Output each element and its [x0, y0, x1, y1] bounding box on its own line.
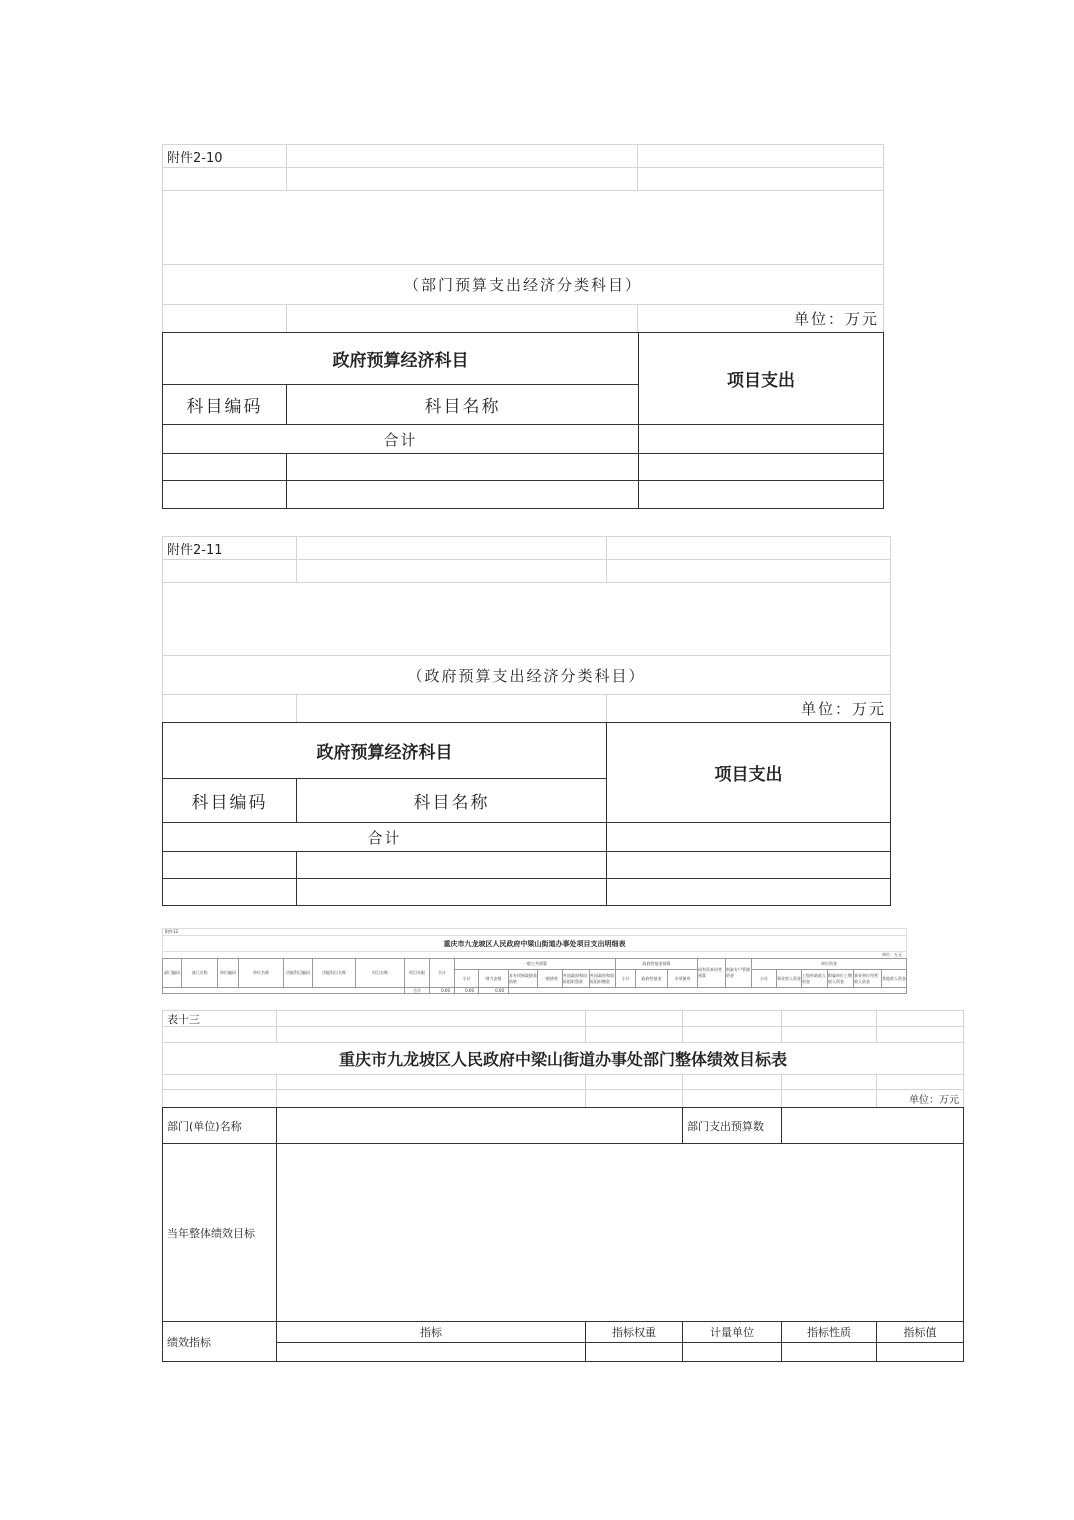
data-cell	[286, 480, 639, 509]
total-label: 合计	[162, 424, 639, 454]
table-project-expense-detail	[162, 928, 907, 994]
dept-budget-label: 部门支出预算数	[682, 1107, 782, 1144]
header-func-code: 功能科目编码	[283, 958, 313, 988]
unit-label: 单位：万元	[876, 1089, 964, 1108]
header-subject-name: 科目名称	[296, 778, 607, 823]
sub-header: 其他收入资金	[881, 969, 907, 988]
empty-cell	[162, 1026, 277, 1043]
empty-cell	[682, 1010, 782, 1027]
empty-cell	[276, 1074, 586, 1090]
total-label: 合计	[162, 822, 607, 852]
header-special-account: 财政专户管理资金	[725, 958, 752, 988]
annual-goal-label: 当年整体绩效目标	[162, 1143, 277, 1322]
empty-cell	[162, 304, 287, 333]
sub-header: 非专项财政拨款结转	[508, 969, 538, 988]
table-subtitle: （部门预算支出经济分类科目）	[162, 264, 884, 305]
sub-header: 事业单位经营收入资金	[853, 969, 882, 988]
attachment-label: 附件2-11	[162, 536, 297, 560]
empty-cell	[585, 1010, 683, 1027]
data-cell	[606, 851, 891, 879]
empty-cell	[286, 144, 638, 168]
attachment-label: 附件2-10	[162, 144, 287, 168]
title-area	[162, 582, 891, 656]
table-attachment-2-11	[162, 536, 891, 906]
sub-header: 小计	[615, 969, 636, 988]
total-value: 0.00	[478, 987, 509, 994]
header-gov-econ-subject: 政府预算经济科目	[162, 332, 639, 385]
empty-cell	[876, 1010, 964, 1027]
indicator-data-cell	[276, 1342, 586, 1362]
header-unit-funds: 单位资金	[751, 958, 907, 970]
indicator-col-unit: 计量单位	[682, 1321, 782, 1343]
header-subject-name: 科目名称	[286, 384, 639, 425]
sub-header: 附属单位上缴收入资金	[827, 969, 854, 988]
dept-name-label: 部门(单位)名称	[162, 1107, 277, 1144]
table-title: 重庆市九龙坡区人民政府中梁山街道办事处项目支出明细表	[162, 935, 907, 952]
data-cell	[162, 453, 287, 481]
empty-cell	[286, 167, 638, 191]
header-dept-code: 部门编码	[162, 958, 182, 988]
data-cell	[606, 878, 891, 906]
total-value: 0.00	[454, 987, 479, 994]
header-func-name: 功能科目名称	[312, 958, 356, 988]
sub-header: 财力安排	[478, 969, 509, 988]
empty-cell	[296, 694, 607, 723]
data-cell	[286, 453, 639, 481]
sub-header: 政府性基金	[635, 969, 668, 988]
header-unit-code: 单位编码	[217, 958, 239, 988]
empty-cell	[781, 1010, 877, 1027]
empty-cell	[637, 144, 884, 168]
empty-cell	[606, 559, 891, 583]
header-gov-econ-subject: 政府预算经济科目	[162, 722, 607, 779]
data-cell	[296, 878, 607, 906]
header-project-expense: 项目支出	[638, 332, 884, 425]
empty-cell	[162, 559, 297, 583]
empty-cell	[296, 559, 607, 583]
empty-cell	[162, 694, 297, 723]
title-area	[162, 190, 884, 265]
empty-cell	[682, 1026, 782, 1043]
indicator-col-value: 指标值	[876, 1321, 964, 1343]
empty-cell	[585, 1026, 683, 1043]
data-cell	[296, 851, 607, 879]
total-value: 0.00	[429, 987, 455, 994]
indicator-col-indicator: 指标	[276, 1321, 586, 1343]
header-total: 合计	[429, 958, 455, 988]
dept-name-value	[276, 1107, 683, 1144]
indicator-label: 绩效指标	[162, 1321, 277, 1362]
indicator-data-cell	[876, 1342, 964, 1362]
header-project-years: 项目年限	[404, 958, 430, 988]
table-subtitle: （政府预算支出经济分类科目）	[162, 655, 891, 695]
empty-cell	[781, 1026, 877, 1043]
header-subject-code: 科目编码	[162, 384, 287, 425]
sub-header: 外国政府和国际组织赠款	[589, 969, 616, 988]
total-value	[638, 424, 884, 454]
empty-cell	[585, 1074, 683, 1090]
total-label: 合计	[404, 987, 430, 994]
unit-label: 单位：万元	[606, 694, 891, 723]
indicator-data-cell	[781, 1342, 877, 1362]
header-dept-name: 部门名称	[181, 958, 218, 988]
empty-cell	[162, 1089, 277, 1108]
header-project-expense: 项目支出	[606, 722, 891, 823]
empty-cell	[286, 304, 638, 333]
sub-header: 一般债券	[537, 969, 563, 988]
dept-budget-value	[781, 1107, 964, 1144]
sub-header: 外国政府和国际组织贷款	[562, 969, 590, 988]
empty-cell	[585, 1089, 683, 1108]
sub-header: 专项债券	[667, 969, 698, 988]
header-project-name: 项目名称	[355, 958, 405, 988]
header-subject-code: 科目编码	[162, 778, 297, 823]
empty-cell	[637, 167, 884, 191]
empty-cell	[682, 1089, 782, 1108]
table-label: 表十三	[162, 1010, 277, 1027]
data-cell	[638, 480, 884, 509]
empty-cell	[781, 1089, 877, 1108]
header-general-budget: 一般公共预算	[454, 958, 616, 970]
table-performance-goals	[162, 1010, 964, 1362]
empty-cell	[276, 1089, 586, 1108]
data-cell	[162, 851, 297, 879]
sub-header: 事业收入资金	[776, 969, 802, 988]
sub-header: 小计	[751, 969, 777, 988]
empty-cell	[276, 1010, 586, 1027]
header-state-capital: 国有资本经营预算	[697, 958, 726, 988]
header-fund-budget: 政府性基金预算	[615, 958, 698, 970]
total-row	[162, 987, 907, 994]
empty-cell	[876, 1026, 964, 1043]
indicator-data-cell	[682, 1342, 782, 1362]
data-cell	[162, 480, 287, 509]
empty-cell	[606, 536, 891, 560]
empty-cell	[296, 536, 607, 560]
empty-cell	[682, 1074, 782, 1090]
table-attachment-2-10	[162, 144, 884, 509]
empty-cell	[781, 1074, 877, 1090]
header-unit-name: 单位名称	[238, 958, 284, 988]
empty-cell	[162, 1074, 277, 1090]
data-cell	[638, 453, 884, 481]
total-value	[606, 822, 891, 852]
empty-cell	[162, 167, 287, 191]
attachment-label: 附件12	[162, 928, 907, 936]
indicator-data-cell	[585, 1342, 683, 1362]
indicator-col-weight: 指标权重	[585, 1321, 683, 1343]
unit-label: 单位：万元	[637, 304, 884, 333]
unit-label: 单位：万元	[162, 951, 907, 959]
annual-goal-value	[276, 1143, 964, 1322]
indicator-col-nature: 指标性质	[781, 1321, 877, 1343]
table-title: 重庆市九龙坡区人民政府中梁山街道办事处部门整体绩效目标表	[162, 1042, 964, 1075]
empty-cell	[276, 1026, 586, 1043]
sub-header: 上级补助收入资金	[801, 969, 828, 988]
sub-header: 小计	[454, 969, 479, 988]
empty-cell	[876, 1074, 964, 1090]
data-cell	[162, 878, 297, 906]
